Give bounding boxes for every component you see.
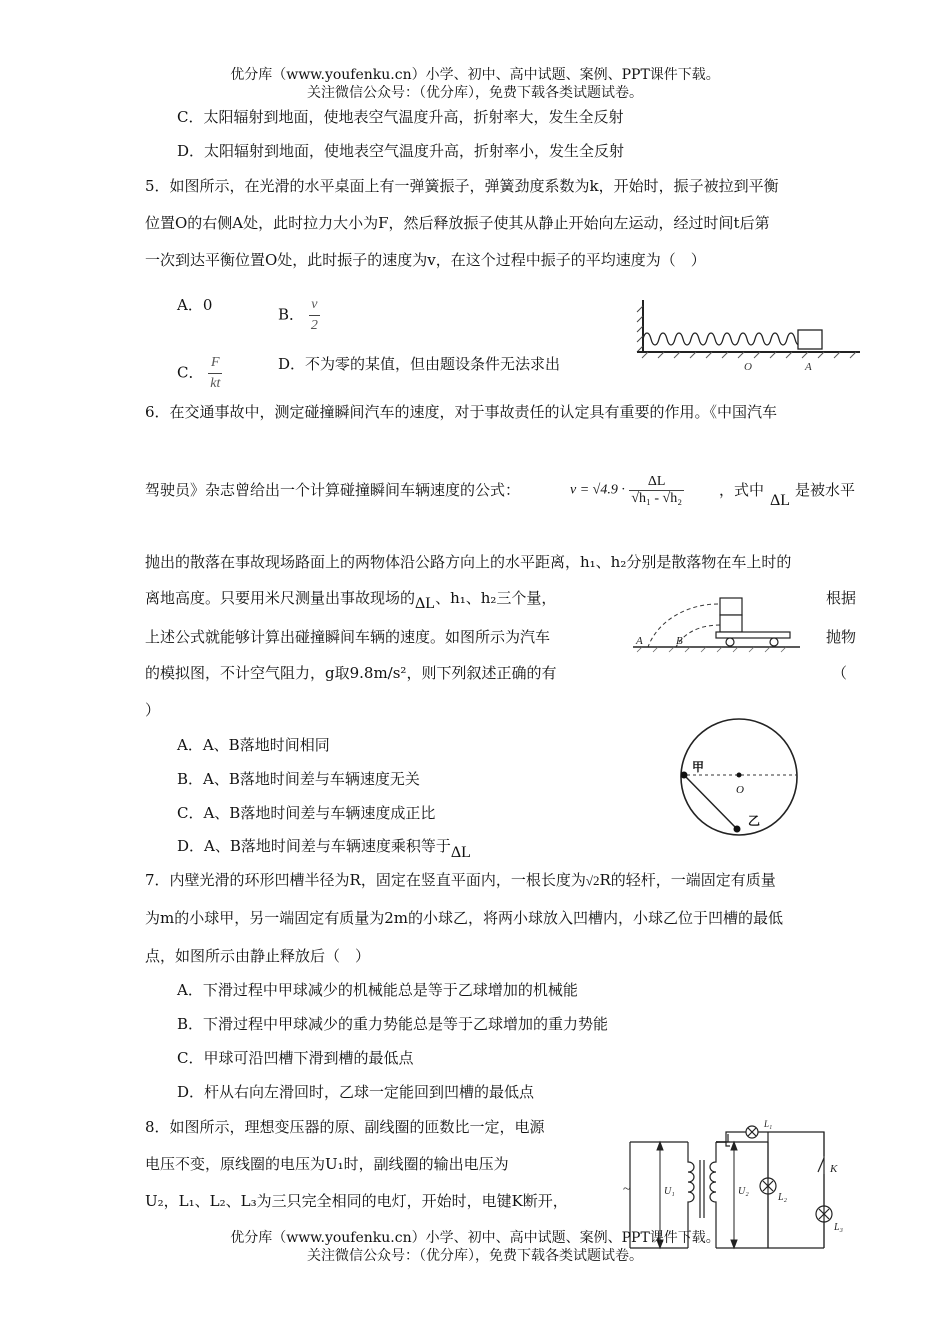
q6-option-a: A．A、B落地时间相同 (177, 736, 330, 754)
spring-coil (643, 333, 803, 345)
q4-option-d: D．太阳辐射到地面，使地表空气温度升高，折射率小，发生全反射 (177, 142, 625, 160)
q6-line-1: 6．在交通事故中，测定碰撞瞬间汽车的速度，对于事故责任的认定具有重要的作用。《中国汽车 (145, 403, 778, 421)
q7-line-2: 为m的小球甲，另一端固定有质量为2m的小球乙，将两小球放入凹槽内，小球乙位于凹槽的最低 (145, 909, 783, 927)
q5-option-c-num: F (208, 353, 222, 374)
car-wheel-rear (770, 638, 778, 646)
q7-line-1 (145, 870, 776, 891)
q5-option-c-fraction (208, 353, 222, 394)
l1-left-wire (726, 1132, 746, 1142)
spring-oscillator-figure (628, 296, 868, 376)
fig-label-l1: L₁ (764, 1120, 773, 1129)
q4-option-c: C．太阳辐射到地面，使地表空气温度升高，折射率大，发生全反射 (177, 108, 624, 126)
q6-line-2b: ，式中 (719, 481, 765, 499)
q7-line-3: 点，如图所示由静止释放后（ ） (145, 947, 371, 965)
car-body (716, 632, 790, 638)
q6-line-4 (145, 588, 557, 612)
q5-option-d: D．不为零的某值，但由题设条件无法求出 (278, 355, 561, 373)
q6-option-d (177, 836, 471, 861)
fig-label-k: K (830, 1163, 838, 1175)
q5-option-c-den: kt (210, 376, 221, 391)
q5-option-c (177, 353, 222, 394)
ring-groove-figure (676, 716, 806, 841)
q6-formula-fraction (629, 474, 684, 507)
q5-option-a: A．0 (177, 296, 213, 314)
q5-line-1: 5．如图所示，在光滑的水平桌面上有一弹簧振子，弹簧劲度系数为k，开始时，振子被拉到平衡 (145, 177, 779, 195)
q6-line-4-delta-l: ΔL (415, 595, 436, 612)
q6-option-d-text: D．A、B落地时间差与车辆速度乘积等于 (177, 837, 451, 855)
q7-option-b: B．下滑过程中甲球减少的重力势能总是等于乙球增加的重力势能 (177, 1015, 609, 1033)
q6-formula-lhs: v = √4.9 · (570, 482, 625, 498)
trajectory-a (648, 604, 718, 647)
ac-source-symbol: ~ (623, 1182, 631, 1197)
q5-line-2: 位置O的右侧A处，此时拉力大小为F，然后释放振子使其从静止开始向左运动，经过时间t后第 (145, 214, 770, 232)
car-wheel-front (726, 638, 734, 646)
q6-formula-den: √h₁ - √h₂ (631, 491, 683, 506)
header-line-1: 优分库（www.youfenku.cn）小学、初中、高中试题、案例、PPT课件下载。 (230, 67, 720, 83)
fig-label-a: A (636, 635, 643, 647)
fig-label-o: O (736, 784, 744, 796)
footer-line-1: 优分库（www.youfenku.cn）小学、初中、高中试题、案例、PPT课件下载。 (230, 1230, 720, 1246)
fig-label-b: B (676, 635, 683, 647)
ball-jia (681, 772, 688, 779)
fig-label-l3: L₃ (834, 1222, 844, 1233)
q6-line-4a: 离地高度。只要用米尺测量出事故现场的 (145, 589, 416, 607)
footer-line-2: 关注微信公众号：（优分库），免费下载各类试题试卷。 (307, 1248, 643, 1264)
fig-label-a: A (805, 361, 812, 373)
q6-line-6b: （ (832, 664, 848, 682)
q6-line-4c: 根据 (826, 589, 857, 607)
ball-yi (734, 826, 741, 833)
q5-option-b-fraction (309, 295, 320, 336)
fig-label-u2: U₂ (738, 1186, 749, 1197)
q5-option-b (278, 295, 320, 336)
fig-label-l2: L₂ (778, 1192, 788, 1203)
q5-option-b-den: 2 (310, 318, 318, 333)
q7-option-d: D．杆从右向左滑回时，乙球一定能回到凹槽的最低点 (177, 1083, 535, 1101)
switch-k (818, 1158, 824, 1172)
u1-arrow-head-top (657, 1142, 663, 1150)
q6-line-2c: 是被水平 (795, 481, 856, 499)
q6-line-5b: 抛物 (826, 628, 857, 646)
q6-line-3: 抛出的散落在事故现场路面上的两物体沿公路方向上的水平距离，h₁、h₂分别是散落物在车上时的 (145, 553, 792, 571)
header-line-2: 关注微信公众号：（优分库），免费下载各类试题试卷。 (307, 85, 643, 101)
q5-line-3: 一次到达平衡位置O处，此时振子的速度为v，在这个过程中振子的平均速度为（ ） (145, 251, 706, 269)
q6-line-2a: 驾驶员》杂志曾给出一个计算碰撞瞬间车辆速度的公式： (145, 481, 521, 499)
q7-line-1a: 7．内壁光滑的环形凹槽半径为R，固定在竖直平面内，一根长度为 (145, 871, 586, 889)
fig-label-jia: 甲 (692, 760, 705, 774)
q6-option-d-delta-l: ΔL (450, 844, 471, 861)
q6-option-c: C．A、B落地时间差与车辆速度成正比 (177, 804, 436, 822)
q7-option-c: C．甲球可沿凹槽下滑到槽的最低点 (177, 1049, 414, 1067)
q8-line-3: U₂，L₁、L₂、L₃为三只完全相同的电灯，开始时，电键K断开， (145, 1192, 568, 1210)
q7-sqrt2: √2 (585, 873, 600, 888)
q8-line-1: 8．如图所示，理想变压器的原、副线圈的匝数比一定，电源 (145, 1118, 545, 1136)
q6-line-7: ） (145, 701, 161, 719)
q5-option-b-label: B． (278, 305, 305, 324)
q7-line-1b: R的轻杆，一端固定有质量 (599, 871, 776, 889)
cargo-box-bottom (720, 615, 742, 632)
fig-label-u1: U₁ (664, 1186, 675, 1197)
q6-option-b: B．A、B落地时间差与车辆速度无关 (177, 770, 420, 788)
oscillator-block (798, 330, 822, 349)
q7-option-a: A．下滑过程中甲球减少的机械能总是等于乙球增加的机械能 (177, 981, 578, 999)
q6-formula-num: ΔL (629, 474, 684, 491)
q5-option-c-label: C． (177, 363, 204, 382)
fig-label-yi: 乙 (748, 814, 761, 828)
cargo-box-top (720, 598, 742, 615)
q6-formula (570, 474, 684, 507)
q6-line-4b: 、h₁、h₂三个量， (435, 589, 557, 607)
car-projectile-figure (628, 590, 808, 660)
q6-delta-l: ΔL (770, 492, 791, 509)
fig-label-o: O (744, 361, 752, 373)
q5-option-b-num: v (309, 295, 320, 316)
q8-line-2: 电压不变，原线圈的电压为U₁时，副线圈的输出电压为 (145, 1155, 509, 1173)
q6-line-5a: 上述公式就能够计算出碰撞瞬间车辆的速度。如图所示为汽车 (145, 628, 551, 646)
center-point (737, 773, 742, 778)
q6-line-6a: 的模拟图，不计空气阻力，g取9.8m/s²，则下列叙述正确的有 (145, 664, 557, 682)
light-rod (684, 775, 737, 829)
u2-arrow-head-top (731, 1142, 737, 1150)
